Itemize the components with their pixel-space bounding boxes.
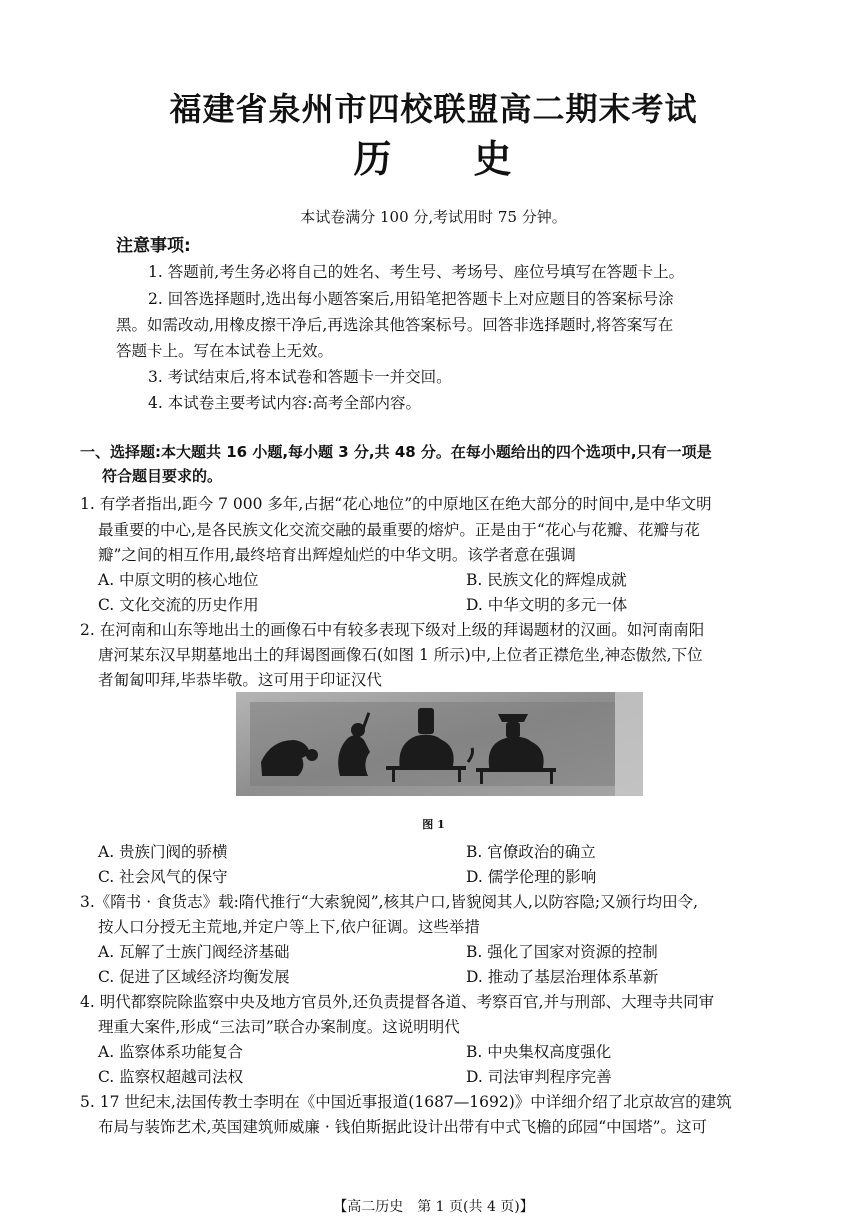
- figure-caption: 图 1: [422, 818, 445, 831]
- question-4-stem: 4. 明代都察院除监察中央及地方官员外,还负责提督各道、考察百官,并与刑部、大理寺共同审: [80, 993, 715, 1011]
- question-2-option-d: D. 儒学伦理的影响: [466, 868, 597, 886]
- question-5-stem: 5. 17 世纪末,法国传教士李明在《中国近事报道(1687—1692)》中详细介绍了北京故宫的建筑: [80, 1093, 732, 1111]
- notice-line: 黑。如需改动,用橡皮擦干净后,再选涂其他答案标号。回答非选择题时,将答案写在: [116, 316, 674, 334]
- notice-line: 1. 答题前,考生务必将自己的姓名、考生号、考场号、座位号填写在答题卡上。: [148, 263, 685, 281]
- question-1-option-b: B. 民族文化的辉煌成就: [466, 571, 627, 589]
- question-3-option-d: D. 推动了基层治理体系革新: [466, 968, 659, 986]
- question-5-stem: 布局与装饰艺术,英国建筑师威廉 · 钱伯斯据此设计出带有中式飞檐的邱园“中国塔”。这可: [98, 1118, 708, 1136]
- notice-line: 2. 回答选择题时,选出每小题答案后,用铅笔把答题卡上对应题目的答案标号涂: [148, 290, 674, 308]
- page-footer: 【高二历史 第 1 页(共 4 页)】: [333, 1199, 534, 1215]
- notice-line: 答题卡上。写在本试卷上无效。: [116, 342, 334, 360]
- question-1-stem: 瓣”之间的相互作用,最终培育出辉煌灿烂的中华文明。该学者意在强调: [98, 546, 576, 564]
- question-1-option-d: D. 中华文明的多元一体: [466, 596, 628, 614]
- question-2-option-a: A. 贵族门阀的骄横: [98, 843, 228, 861]
- exam-info: 本试卷满分 100 分,考试用时 75 分钟。: [300, 208, 567, 226]
- question-4-option-a: A. 监察体系功能复合: [98, 1043, 244, 1061]
- section-heading: 一、选择题:本大题共 16 小题,每小题 3 分,共 48 分。在每小题给出的四个选项中,只有一项是: [80, 443, 712, 461]
- notice-line: 4. 本试卷主要考试内容:高考全部内容。: [148, 394, 421, 412]
- stone-relief-image: [236, 692, 643, 796]
- question-3-option-b: B. 强化了国家对资源的控制: [466, 943, 658, 961]
- question-3-stem: 3.《隋书 · 食货志》载:隋代推行“大索貌阅”,核其户口,皆貌阅其人,以防容隐;又颁行均田令,: [80, 893, 699, 911]
- question-2-stem: 2. 在河南和山东等地出土的画像石中有较多表现下级对上级的拜谒题材的汉画。如河南南阳: [80, 621, 705, 639]
- question-1-stem: 最重要的中心,是各民族文化交流交融的最重要的熔炉。正是由于“花心与花瓣、花瓣与花: [98, 521, 700, 539]
- relief-drawing: [236, 692, 643, 796]
- question-4-option-d: D. 司法审判程序完善: [466, 1068, 612, 1086]
- question-1-stem: 1. 有学者指出,距今 7 000 多年,占据“花心地位”的中原地区在绝大部分的时间中,是中华文明: [80, 495, 712, 513]
- question-2-option-b: B. 官僚政治的确立: [466, 843, 596, 861]
- question-4-option-c: C. 监察权超越司法权: [98, 1068, 244, 1086]
- exam-title: 福建省泉州市四校联盟高二期末考试: [169, 90, 698, 128]
- question-4-stem: 理重大案件,形成“三法司”联合办案制度。这说明明代: [98, 1018, 460, 1036]
- question-3-option-a: A. 瓦解了士族门阀经济基础: [98, 943, 290, 961]
- question-3-option-c: C. 促进了区域经济均衡发展: [98, 968, 290, 986]
- question-3-stem: 按人口分授无主荒地,并定户等上下,依户征调。这些举措: [98, 918, 480, 936]
- question-4-option-b: B. 中央集权高度强化: [466, 1043, 612, 1061]
- notice-heading: 注意事项:: [116, 236, 191, 256]
- subject-title: 历 史: [353, 137, 514, 181]
- question-2-stem: 者匍匐叩拜,毕恭毕敬。这可用于印证汉代: [98, 671, 382, 689]
- notice-line: 3. 考试结束后,将本试卷和答题卡一并交回。: [148, 368, 452, 386]
- question-2-option-c: C. 社会风气的保守: [98, 868, 228, 886]
- section-heading-cont: 符合题目要求的。: [102, 467, 223, 485]
- question-1-option-c: C. 文化交流的历史作用: [98, 596, 259, 614]
- question-2-stem: 唐河某东汉早期墓地出土的拜谒图画像石(如图 1 所示)中,上位者正襟危坐,神态傲然,下位: [98, 646, 703, 664]
- question-1-option-a: A. 中原文明的核心地位: [98, 571, 259, 589]
